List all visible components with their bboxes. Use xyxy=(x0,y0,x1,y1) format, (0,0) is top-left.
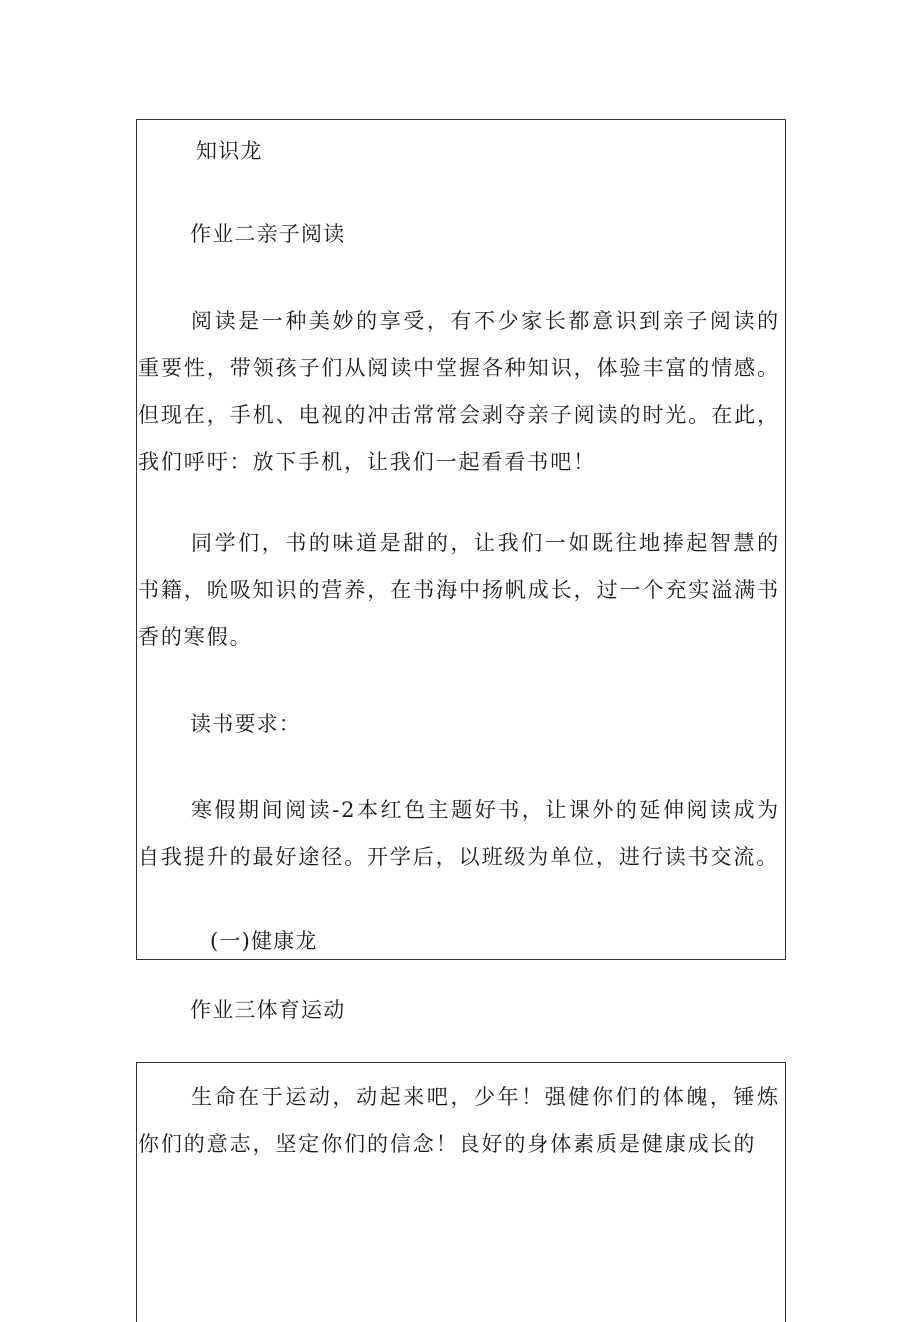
reading-requirements-label: 读书要求： xyxy=(190,712,301,736)
homework-two-title: 作业二亲子阅读 xyxy=(190,222,346,246)
section-heading-knowledge: 知识龙 xyxy=(196,139,263,163)
sports-paragraph: 生命在于运动，动起来吧，少年！强健你们的体魄，锤炼你们的意志，坚定你们的信念！良好的身体素质是健康成长的 xyxy=(138,1085,780,1156)
reading-requirements-paragraph: 寒假期间阅读-2本红色主题好书，让课外的延伸阅读成为自我提升的最好途径。开学后，以班级为单位，进行读书交流。 xyxy=(138,798,780,869)
homework-three-title: 作业三体育运动 xyxy=(190,998,346,1022)
parent-child-reading-paragraph: 阅读是一种美妙的享受，有不少家长都意识到亲子阅读的重要性，带领孩子们从阅读中堂握各种知识，体验丰富的情感。但现在，手机、电视的冲击常常会剥夺亲子阅读的时光。在此，我们呼吁：放下手机，让我们一起看看书吧！ xyxy=(138,309,780,474)
health-subheading: (一)健康龙 xyxy=(210,929,318,953)
winter-reading-paragraph: 同学们，书的味道是甜的，让我们一如既往地捧起智慧的书籍，吮吸知识的营养，在书海中扬帆成长，过一个充实溢满书香的寒假。 xyxy=(138,531,780,649)
